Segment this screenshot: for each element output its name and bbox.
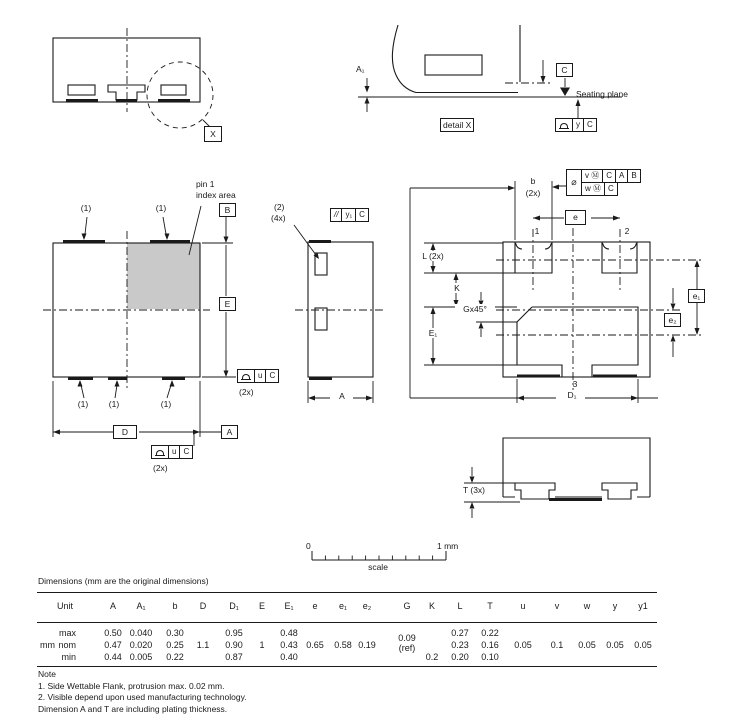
dimension-a-label: A xyxy=(331,391,353,401)
tolerance-value: y xyxy=(572,118,584,132)
terminal-note-ref: (1) xyxy=(155,203,167,213)
datum-ref: C xyxy=(583,118,597,132)
pin1-index-label-line1: pin 1 xyxy=(196,179,215,189)
seating-plane-symbol-icon xyxy=(555,118,573,132)
seating-plane-symbol-icon xyxy=(151,445,169,459)
note-1: 1. Side Wettable Flank, protrusion max. 0.02 mm. xyxy=(38,680,225,691)
tolerance-value: u xyxy=(254,369,266,383)
frame-qty-label: (2x) xyxy=(153,463,168,473)
table-rule-top xyxy=(37,592,657,593)
dimension-e2-box: e₂ xyxy=(664,313,681,327)
table-column-e: e 0.65 xyxy=(306,601,324,650)
row-label-min: min xyxy=(61,652,76,662)
note-3: Dimension A and T are including plating thickness. xyxy=(38,703,228,714)
table-column-D1: D₁ 0.95 0.90 0.87 xyxy=(225,601,243,662)
notes-block xyxy=(38,669,247,715)
table-column-E1: E₁ 0.48 0.43 0.40 xyxy=(280,601,298,662)
dimension-e-box: E xyxy=(219,297,236,311)
terminal-note2-ref: (2) xyxy=(274,202,285,212)
datum-ref: B xyxy=(627,169,640,183)
tolerance-value: u xyxy=(168,445,180,459)
pin-number-3: 3 xyxy=(572,379,578,389)
table-column-A: A 0.50 0.47 0.44 xyxy=(104,601,122,662)
datum-a-box: A xyxy=(221,425,238,439)
scale-bar xyxy=(312,551,446,560)
table-column-y: y 0.05 xyxy=(606,601,624,650)
table-column-L: L 0.27 0.23 0.20 xyxy=(451,601,469,662)
parallelism-icon: // xyxy=(330,208,342,222)
table-column-w: w 0.05 xyxy=(578,601,596,650)
unit-value: mm xyxy=(40,640,55,650)
side-view-top xyxy=(53,28,213,128)
datum-c-box: C xyxy=(556,63,573,77)
table-column-u: u 0.05 xyxy=(514,601,532,650)
terminal-note-ref: (1) xyxy=(77,399,89,409)
pitch-e-box: e xyxy=(565,210,586,225)
datum-ref: C xyxy=(179,445,193,459)
table-column-e1: e₁ 0.58 xyxy=(334,601,352,650)
table-column-e2: e₂ 0.19 xyxy=(358,601,376,650)
dimension-e1cap-label: E₁ xyxy=(423,328,443,338)
detail-x-title-box: detail X xyxy=(440,118,474,132)
datum-ref: C xyxy=(265,369,279,383)
unit-header: Unit xyxy=(56,601,73,611)
table-column-y1: y1 0.05 xyxy=(634,601,652,650)
row-label-nom: nom xyxy=(58,640,76,650)
parallelism-frame xyxy=(330,208,369,222)
tolerance-w: w Ⓜ xyxy=(581,182,605,196)
table-title: Dimensions (mm are the original dimensions) xyxy=(38,576,209,586)
tolerance-value: y₁ xyxy=(341,208,356,222)
dimension-k-label: K xyxy=(450,283,464,293)
scale-zero-label: 0 xyxy=(306,541,311,551)
terminal-note-ref: (1) xyxy=(80,203,92,213)
tolerance-frame-u-bottom xyxy=(151,445,193,459)
a1-dimension-label: A₁ xyxy=(356,64,365,74)
terminal-qty-label: (4x) xyxy=(271,213,286,223)
datum-b-box: B xyxy=(219,203,236,217)
table-column-v: v 0.1 xyxy=(550,601,564,650)
dimension-b-qty: (2x) xyxy=(525,188,541,198)
note-2: 2. Visible depend upon used manufacturing technology. xyxy=(38,692,247,702)
diameter-symbol-icon: ⌀ xyxy=(566,169,582,196)
dimension-d1-label: D₁ xyxy=(559,390,585,400)
detail-x-arrows xyxy=(365,76,581,106)
dimension-l-label: L (2x) xyxy=(412,251,454,261)
scale-max-label: 1 mm xyxy=(437,541,459,551)
seating-plane-symbol-icon xyxy=(237,369,255,383)
position-tolerance-frame xyxy=(566,169,641,196)
dimension-t-label: T (3x) xyxy=(452,485,496,495)
table-column-G: G 0.09 (ref) xyxy=(398,601,416,653)
terminal-note-ref: (1) xyxy=(160,399,172,409)
table-rule-bottom xyxy=(37,666,657,667)
table-column-D: D 1.1 xyxy=(196,601,210,650)
seating-plane-label: Seating plane xyxy=(576,89,628,99)
detail-x-marker: X xyxy=(204,126,222,142)
terminal-side-view xyxy=(464,438,650,518)
tolerance-frame-y xyxy=(555,118,597,132)
scale-caption: scale xyxy=(368,562,388,572)
datum-ref: A xyxy=(615,169,628,183)
dimension-e1-box: e₁ xyxy=(688,289,705,303)
side-view-middle xyxy=(294,225,386,403)
datum-ref: C xyxy=(602,169,616,183)
table-column-T: T 0.22 0.16 0.10 xyxy=(481,601,499,662)
row-label-max: max xyxy=(58,628,76,638)
notes-title: Note xyxy=(38,669,56,679)
top-view xyxy=(43,206,236,446)
table-column-A1: A₁ 0.040 0.020 0.005 xyxy=(129,601,153,662)
tolerance-frame-u-right xyxy=(237,369,279,383)
dimension-b-label: b xyxy=(530,176,536,186)
pin-number-2: 2 xyxy=(624,226,630,236)
pin1-index-label-line2: index area xyxy=(196,190,236,200)
datum-ref: C xyxy=(604,182,618,196)
table-column-b: b 0.30 0.25 0.22 xyxy=(166,601,184,662)
datum-ref: C xyxy=(355,208,369,222)
pin-number-1: 1 xyxy=(534,226,540,236)
detail-x-view xyxy=(358,25,622,118)
terminal-note-ref: (1) xyxy=(108,399,120,409)
chamfer-g-label: Gx45° xyxy=(455,304,495,314)
table-column-E: E 1 xyxy=(258,601,265,650)
frame-qty-label: (2x) xyxy=(239,387,254,397)
tolerance-v: v Ⓜ xyxy=(581,169,603,183)
table-column-K: K 0.2 xyxy=(425,601,439,662)
dimension-d-box: D xyxy=(113,425,137,439)
